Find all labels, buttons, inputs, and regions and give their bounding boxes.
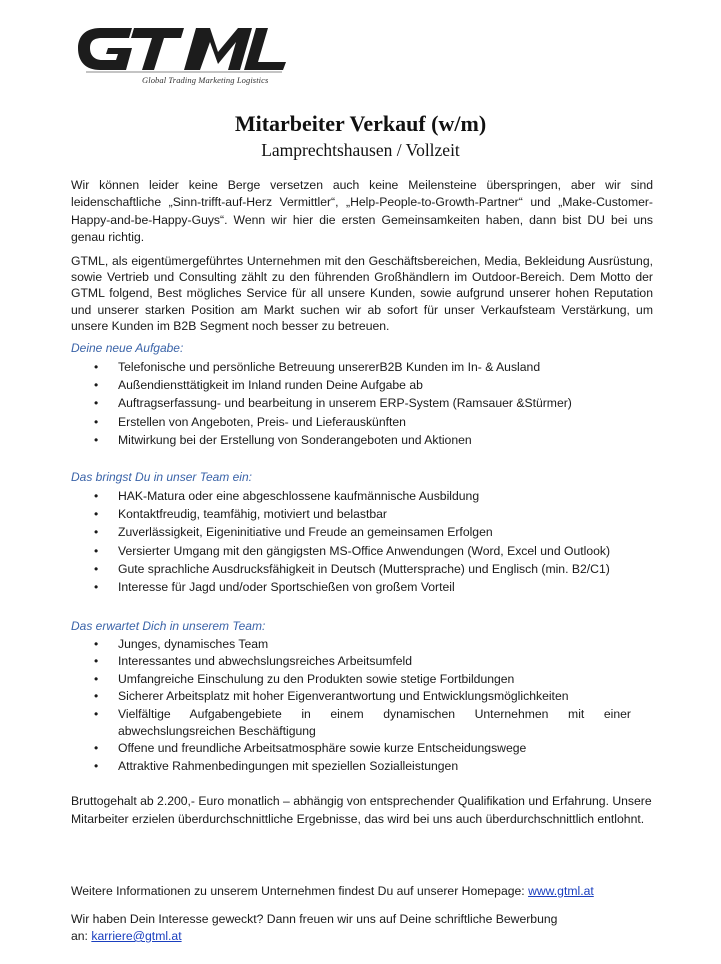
bullet-icon: • [94,637,99,651]
list-item: • Zuverlässigkeit, Eigeninitiative und Freude an gemeinsamen Erfolgen [71,523,631,541]
list-item: • Außendiensttätigkeit im Inland runden Deine Aufgabe ab [71,376,631,394]
bullet-icon: • [94,671,99,686]
info-line: Weitere Informationen zu unserem Unternehmen findest Du auf unserer Homepage: www.gtml.at [71,884,594,898]
bullet-icon: • [94,689,99,704]
list-item: • Versierter Umgang mit den gängigsten MS-Office Anwendungen (Word, Excel und Outlook) [71,542,631,560]
salary-paragraph: Bruttogehalt ab 2.200,- Euro monatlich – abhängig von entsprechender Qualifikation und Erfahrung. Unsere Mitarbeiter erzielen überdurchschnittliche Ergebnisse, das wird bei uns auch überdurchschnittlich entlohnt. [71,794,652,826]
bullet-icon: • [94,741,99,756]
logo-tagline: Global Trading Marketing Logistics [142,75,269,85]
list-item: • Interessantes und abwechslungsreiches Arbeitsumfeld [71,653,631,670]
bullet-icon: • [94,507,99,522]
section-heading-tasks: Deine neue Aufgabe: [71,341,184,355]
tasks-list [71,358,631,449]
list-item: • Telefonische und persönliche Betreuung unsererB2B Kunden im In- & Ausland [71,358,631,376]
list-item: • Sicherer Arbeitsplatz mit hoher Eigenverantwortung und Entwicklungsmöglichkeiten [71,688,631,705]
list-item: • Junges, dynamisches Team [71,636,631,653]
bullet-icon: • [94,525,99,540]
bullet-icon: • [94,580,99,595]
bullet-icon: • [94,360,99,374]
list-item: • HAK-Matura oder eine abgeschlossene kaufmännische Ausbildung [71,487,631,505]
bullet-icon: • [94,378,99,393]
job-title: Mitarbeiter Verkauf (w/m) [234,111,487,136]
section-heading-requirements: Das bringst Du in unser Team ein: [71,470,252,484]
bullet-icon: • [94,432,99,447]
bullet-icon: • [94,654,99,669]
job-subtitle: Lamprechtshausen / Vollzeit [261,140,460,160]
homepage-link[interactable]: www.gtml.at [528,884,594,898]
intro-paragraph: Wir können leider keine Berge versetzen auch keine Meilensteine überspringen, aber wir sind leidenschaftliche „Sinn-trifft-auf-Herz Vermittler“, „Help-People-to-Growth-Partner“ und „Make-Customer-Happy-and-be-Happy-Guys“. Wenn wir hier die ersten Gemeinsamkeiten haben, dann bist DU bei uns genau richtig. [71,178,653,245]
bullet-icon: • [94,543,99,558]
list-item: • Interesse für Jagd und/oder Sportschießen von großem Vorteil [71,578,631,596]
list-item: • Erstellen von Angeboten, Preis- und Lieferauskünften [71,413,631,431]
section-heading-benefits: Das erwartet Dich in unserem Team: [71,619,266,633]
list-item: • Offene und freundliche Arbeitsatmosphäre sowie kurze Entscheidungswege [71,740,631,757]
list-item: • Auftragserfassung- und bearbeitung in unserem ERP-System (Ramsauer &Stürmer) [71,394,631,412]
list-item: • Gute sprachliche Ausdrucksfähigkeit in Deutsch (Muttersprache) und Englisch (min. B2/C1) [71,560,631,578]
list-item: • Kontaktfreudig, teamfähig, motiviert und belastbar [71,505,631,523]
requirements-list [71,487,631,596]
bullet-icon: • [94,489,99,503]
company-paragraph: GTML, als eigentümergeführtes Unternehmen mit den Geschäftsbereichen, Media, Bekleidung Ausrüstung, sowie Vertrieb und Consulting zählt zu den führenden Großhändlern im Outdoor-Bereich. Dem Motto der GTML folgend, Best mögliches Service für all unsere Kunden, sowie aufgrund unserer hohen Reputation und unserer starken Position am Markt suchen wir ab sofort für unser Verkaufsteam Verstärkung, um unsere Kunden im B2B Segment noch besser zu betreuen. [71,254,653,333]
list-item: • Umfangreiche Einschulung zu den Produkten sowie stetige Fortbildungen [71,671,631,688]
apply-line-1: Wir haben Dein Interesse geweckt? Dann freuen wir uns auf Deine schriftliche Bewerbung [71,912,558,926]
list-item: • Mitwirkung bei der Erstellung von Sonderangeboten und Aktionen [71,431,631,449]
bullet-icon: • [94,396,99,411]
benefits-list [71,636,631,775]
bullet-icon: • [94,758,99,773]
bullet-icon: • [94,414,99,429]
bullet-icon: • [94,561,99,576]
list-item: • Vielfältige Aufgabengebiete in einem dynamischen Unternehmen mit einer abwechslungsreichen Beschäftigung [94,706,631,739]
list-item: • Attraktive Rahmenbedingungen mit speziellen Sozialleistungen [71,758,631,775]
email-link[interactable]: karriere@gtml.at [91,929,182,943]
apply-line-2: an: karriere@gtml.at [71,929,182,943]
bullet-icon: • [94,706,99,721]
